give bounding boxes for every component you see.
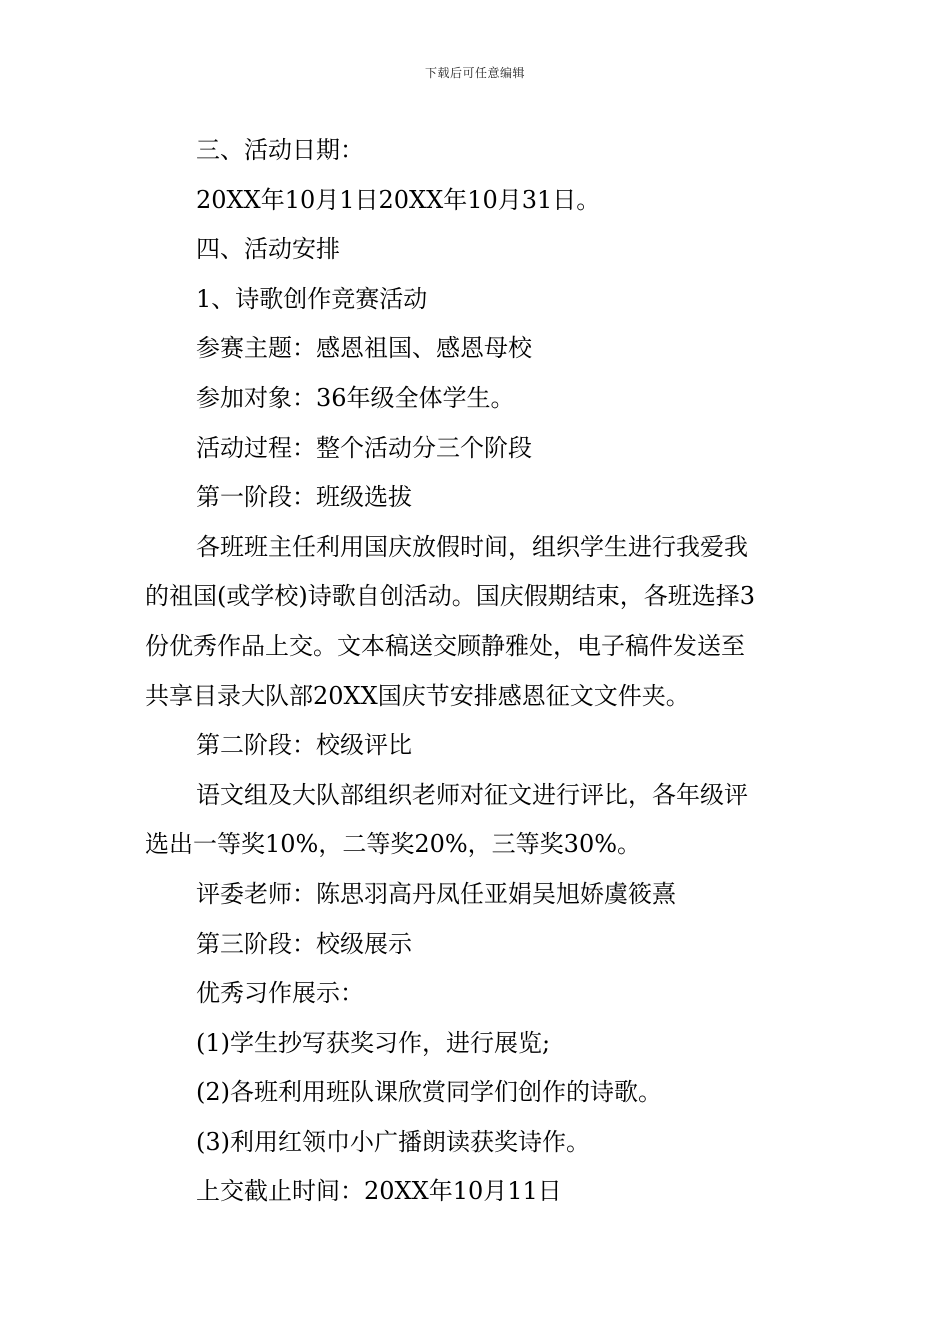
text-line: 各班班主任利用国庆放假时间，组织学生进行我爱我	[196, 532, 748, 561]
text-line: 20XX年10月1日20XX年10月31日。	[196, 185, 601, 214]
text-line: 第二阶段：校级评比	[196, 731, 412, 760]
document-body	[145, 126, 805, 1217]
text-line: 优秀习作展示：	[196, 979, 364, 1008]
page-header: 下载后可任意编辑	[424, 66, 525, 80]
text-line: 份优秀作品上交。文本稿送交顾静雅处，电子稿件发送至	[145, 631, 745, 660]
text-line: (3)利用红领巾小广播朗读获奖诗作。	[196, 1127, 590, 1156]
text-line: 的祖国(或学校)诗歌自创活动。国庆假期结束，各班选择3	[145, 582, 755, 611]
text-line: 第三阶段：校级展示	[196, 929, 412, 958]
text-line: 四、活动安排	[196, 235, 340, 264]
text-line: 语文组及大队部组织老师对征文进行评比，各年级评	[196, 780, 748, 809]
text-line: 活动过程：整个活动分三个阶段	[196, 433, 532, 462]
text-line: (1)学生抄写获奖习作，进行展览;	[196, 1028, 551, 1057]
text-line: 参赛主题：感恩祖国、感恩母校	[196, 334, 532, 363]
text-line: 评委老师：陈思羽高丹凤任亚娟吴旭娇虞筱熹	[196, 879, 676, 908]
text-line: 三、活动日期：	[196, 136, 364, 164]
text-line: 共享目录大队部20XX国庆节安排感恩征文文件夹。	[145, 681, 690, 710]
text-line: 1、诗歌创作竞赛活动	[196, 284, 428, 313]
text-line: 上交截止时间：20XX年10月11日	[196, 1177, 562, 1206]
text-line: 参加对象：36年级全体学生。	[196, 383, 515, 412]
text-line: (2)各班利用班队课欣赏同学们创作的诗歌。	[196, 1078, 662, 1107]
text-line: 选出一等奖10%，二等奖20%，三等奖30%。	[145, 830, 642, 859]
text-line: 第一阶段：班级选拔	[196, 483, 412, 512]
